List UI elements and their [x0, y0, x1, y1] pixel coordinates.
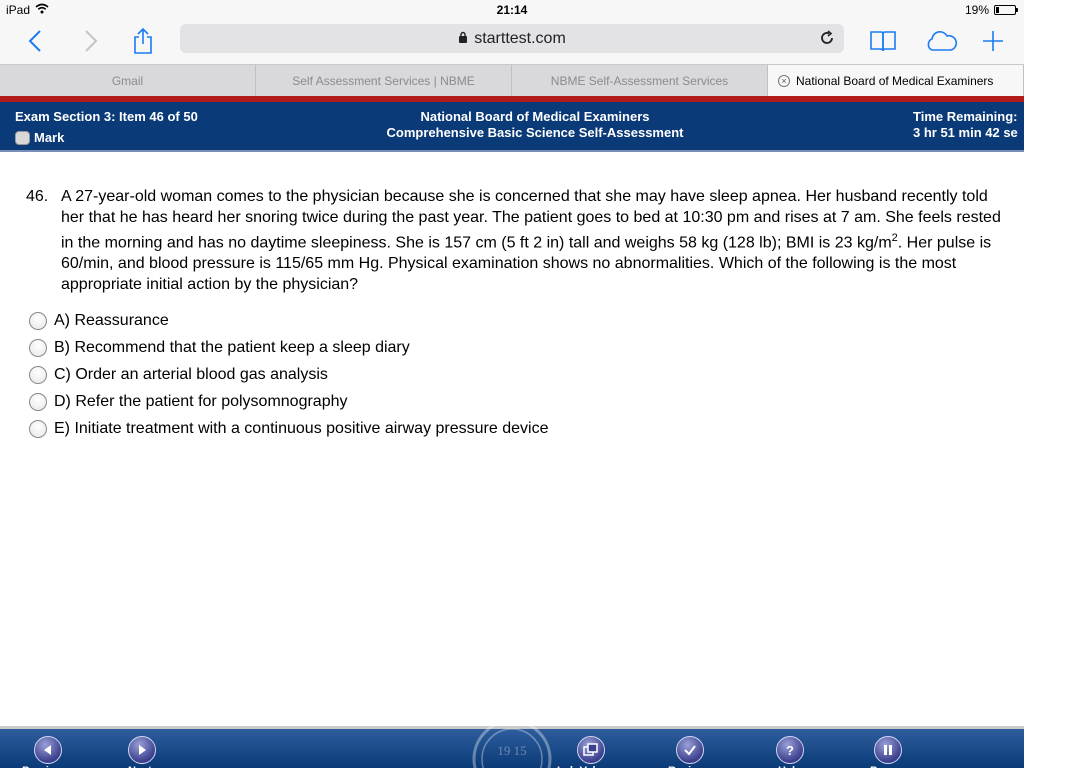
tab-gmail[interactable]	[0, 65, 256, 96]
time-label: Time Remaining:	[913, 109, 1018, 124]
option-c[interactable]	[29, 361, 548, 388]
share-icon[interactable]	[128, 26, 158, 56]
lab-values-icon	[583, 743, 599, 757]
question	[26, 186, 1001, 295]
pause-label: Pause	[870, 765, 903, 777]
forward-icon[interactable]	[76, 26, 106, 56]
next-button[interactable]	[128, 736, 156, 764]
option-label: C) Order an arterial blood gas analysis	[54, 365, 328, 383]
svg-text:?: ?	[786, 743, 794, 758]
battery-percent: 19%	[964, 3, 989, 17]
option-label: B) Recommend that the patient keep a sleep diary	[54, 338, 410, 356]
tab-self-assessment-services[interactable]	[256, 65, 512, 96]
option-label: A) Reassurance	[54, 311, 169, 329]
url-text: starttest.com	[474, 30, 566, 48]
pause-button[interactable]	[874, 736, 902, 764]
device-name: iPad	[6, 3, 31, 17]
question-stem	[61, 186, 1001, 295]
lock-icon	[458, 30, 468, 48]
exam-footer	[0, 726, 1024, 777]
time-remaining	[913, 109, 1018, 141]
lab-values-button[interactable]	[577, 736, 605, 764]
address-bar[interactable]	[180, 24, 844, 53]
radio-button[interactable]	[29, 393, 47, 411]
reload-icon[interactable]	[816, 27, 838, 49]
exam-header	[0, 102, 1024, 152]
review-label: Review	[668, 765, 706, 777]
radio-button[interactable]	[29, 366, 47, 384]
clock: 21:14	[496, 3, 528, 17]
next-label: Next	[128, 765, 152, 777]
previous-button[interactable]	[34, 736, 62, 764]
battery-icon	[994, 5, 1016, 15]
question-number: 46.	[26, 188, 49, 205]
time-value: 3 hr 51 min 42 se	[913, 125, 1018, 140]
radio-button[interactable]	[29, 312, 47, 330]
pause-icon	[881, 743, 895, 757]
tab-nbme-active[interactable]	[768, 65, 1024, 96]
close-tab-icon[interactable]: ×	[778, 75, 790, 87]
stem-superscript: 2	[891, 232, 898, 244]
option-e[interactable]	[29, 415, 548, 442]
mark-checkbox[interactable]	[15, 130, 64, 145]
option-label: D) Refer the patient for polysomnography	[54, 392, 348, 410]
bookmarks-icon[interactable]	[868, 26, 898, 56]
wifi-icon	[35, 3, 49, 17]
option-a[interactable]	[29, 307, 548, 334]
tab-label: National Board of Medical Examiners	[796, 73, 994, 88]
seal-text: 19 15	[497, 743, 527, 758]
status-bar	[0, 0, 1024, 20]
stem-text: A 27-year-old woman comes to the physician because she is concerned that she may have sleep apnea. Her husband recently told her that he has heard her snoring twice during the past year. The patient goes to bed at 10:30 pm and rises at 7 am. She feels rested in the morning and has no daytime sleepiness. She is 157 cm (5 ft 2 in) tall and weighs 58 kg (128 lb); BMI is 23 kg/m	[61, 188, 1001, 252]
icloud-tabs-icon[interactable]	[923, 26, 959, 56]
option-b[interactable]	[29, 334, 548, 361]
lab-values-label: Lab Values	[557, 765, 615, 777]
exam-section-item: Exam Section 3: Item 46 of 50	[15, 109, 198, 124]
org-name: National Board of Medical Examiners	[420, 109, 650, 124]
previous-label: Previous	[22, 765, 69, 777]
tab-label: Gmail	[111, 73, 144, 88]
previous-icon	[41, 743, 55, 757]
option-label: E) Initiate treatment with a continuous positive airway pressure device	[54, 419, 549, 437]
next-icon	[135, 743, 149, 757]
browser-toolbar	[0, 20, 1024, 64]
nbme-seal-watermark	[462, 719, 562, 779]
help-icon	[783, 743, 797, 757]
mark-box[interactable]	[15, 131, 30, 145]
tab-bar	[0, 64, 1024, 96]
review-button[interactable]	[676, 736, 704, 764]
battery-fill	[996, 7, 999, 13]
stem-text: . Her pulse is 60/min, and blood pressure is 115/65 mm Hg. Physical examination shows no abnormalities. Which of the following is the most appropriate initial action by the physician?	[61, 234, 992, 294]
tab-label: NBME Self-Assessment Services	[550, 73, 729, 88]
back-icon[interactable]	[20, 26, 50, 56]
new-tab-icon[interactable]	[978, 26, 1008, 56]
exam-name: Comprehensive Basic Science Self-Assessment	[386, 125, 684, 140]
help-label: Help	[778, 765, 802, 777]
help-button[interactable]	[776, 736, 804, 764]
mark-label: Mark	[34, 130, 65, 145]
tab-label: Self Assessment Services | NBME	[292, 73, 475, 88]
review-icon	[683, 743, 697, 757]
tab-nbme-self-assessment[interactable]	[512, 65, 768, 96]
radio-button[interactable]	[29, 420, 47, 438]
radio-button[interactable]	[29, 339, 47, 357]
option-d[interactable]	[29, 388, 548, 415]
answer-options	[29, 307, 548, 442]
